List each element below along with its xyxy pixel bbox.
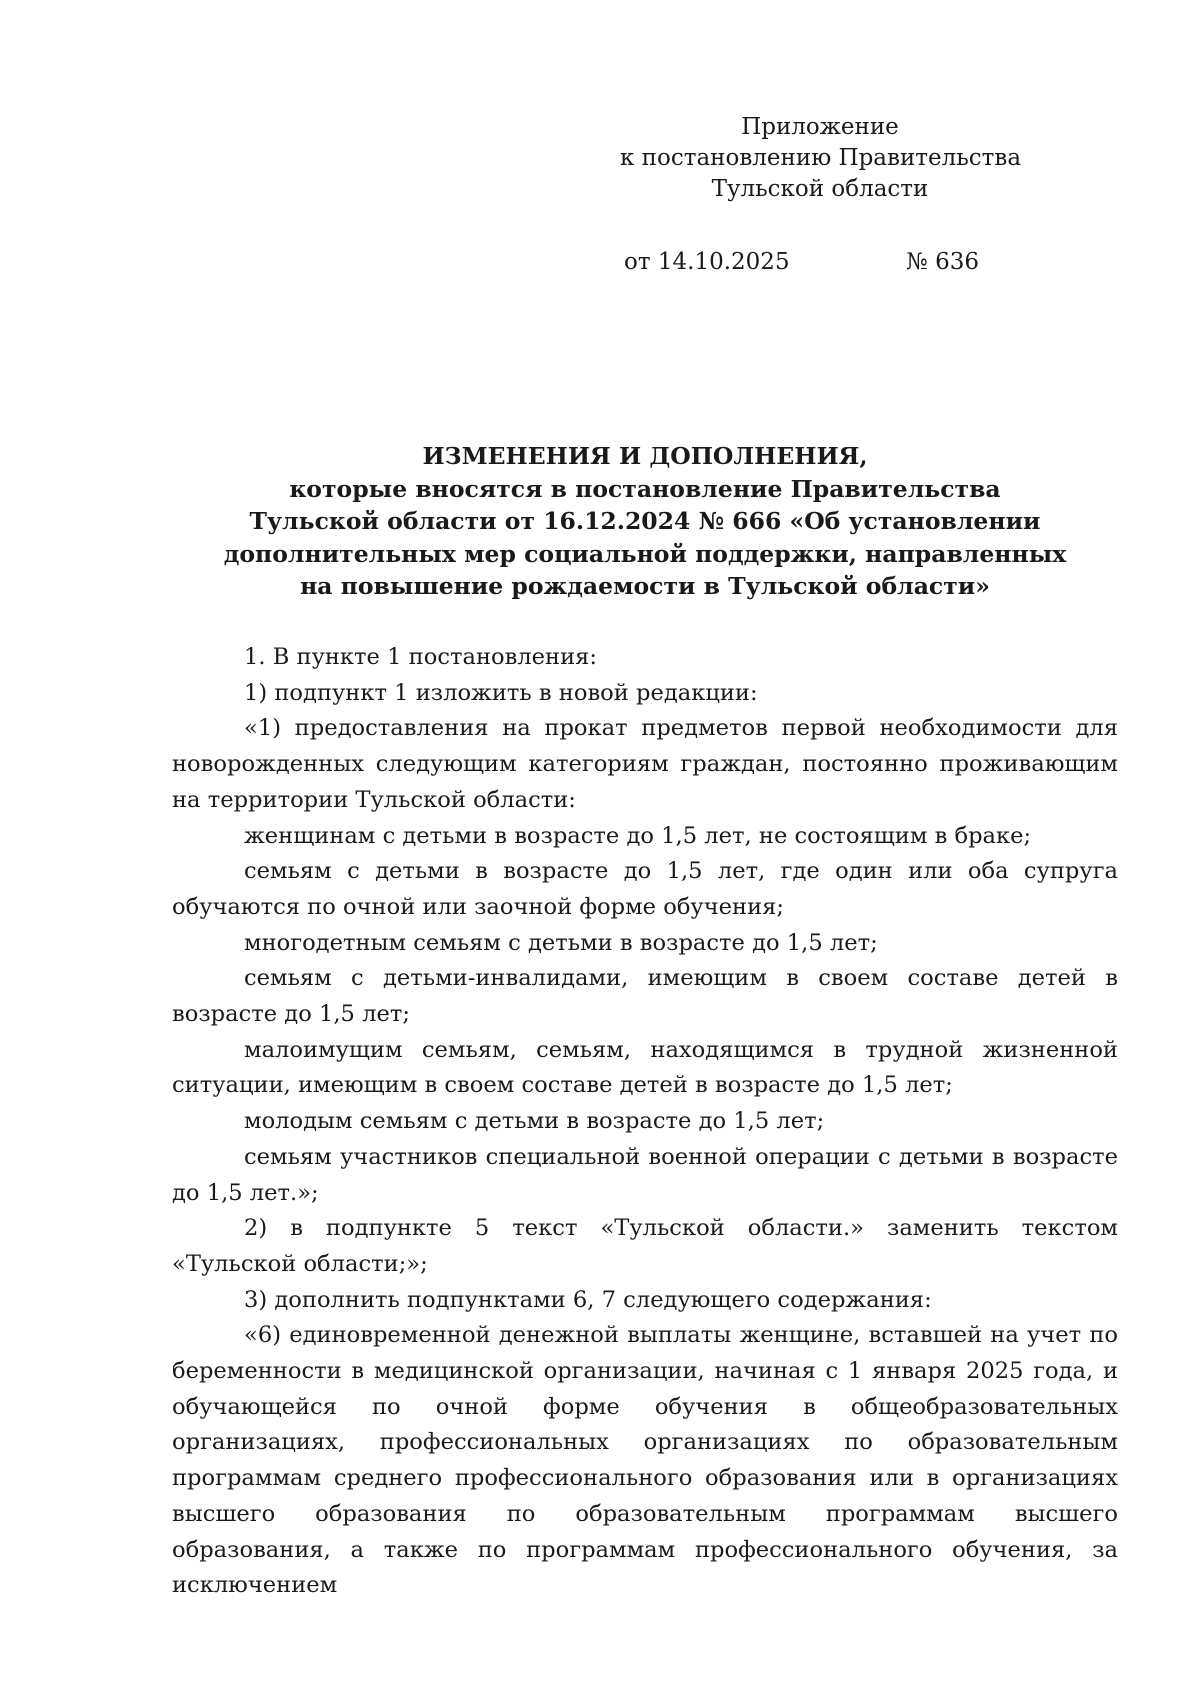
title-line-3: Тульской области от 16.12.2024 № 666 «Об установлении [249, 507, 1041, 535]
document-date: от 14.10.2025 [624, 249, 790, 275]
appendix-title: Приложение [741, 114, 899, 140]
paragraph-9: молодым семьям с детьми в возрасте до 1,5 лет; [244, 1108, 825, 1135]
paragraph-5: семьям с детьми в возрасте до 1,5 лет, где один или оба супруга обучаются по очной или заочной форме обучения; [172, 858, 1118, 920]
paragraph-2: 1) подпункт 1 изложить в новой редакции: [244, 679, 758, 706]
paragraph-12: 3) дополнить подпунктами 6, 7 следующего содержания: [244, 1286, 932, 1313]
document-number: № 636 [906, 249, 979, 275]
paragraph-6: многодетным семьям с детьми в возрасте до 1,5 лет; [244, 929, 878, 956]
paragraph-10: семьям участников специальной военной операции с детьми в возрасте до 1,5 лет.»; [172, 1143, 1118, 1206]
paragraph-7: семьям с детьми-инвалидами, имеющим в своем составе детей в возрасте до 1,5 лет; [172, 965, 1118, 1028]
appendix-block [620, 112, 1020, 205]
title-line-4: дополнительных мер социальной поддержки, направленных [223, 539, 1067, 568]
paragraph-11: 2) в подпункте 5 текст «Тульской области.» заменить текстом «Тульской области;»; [172, 1215, 1118, 1277]
appendix-region: Тульской области [711, 176, 929, 202]
paragraph-1: 1. В пункте 1 постановления: [244, 644, 598, 670]
title-line-2: которые вносятся в постановление Правительства [289, 474, 1001, 503]
paragraph-8: малоимущим семьям, семьям, находящимся в трудной жизненной ситуации, имеющим в своем составе детей в возрасте до 1,5 лет; [172, 1036, 1118, 1099]
title-line-5: на повышение рождаемости в Тульской области» [300, 572, 990, 600]
paragraph-3: «1) предоставления на прокат предметов первой необходимости для новорожденных следующим категориям граждан, постоянно проживающим на территории Тульской области: [172, 715, 1118, 813]
appendix-reference: к постановлению Правительства [620, 145, 1022, 171]
document-title [172, 440, 1118, 603]
paragraph-13: «6) единовременной денежной выплаты женщине, вставшей на учет по беременности в медицинской организации, начиная с 1 января 2025 года, и обучающейся по очной форме обучения в общеобразовательных организациях, профессиональных организациях по образовательным программам среднего профессионального образования или в организациях высшего образования по образовательным программам высшего образования, а также по программам профессионального обучения, за исключением [172, 1322, 1118, 1599]
document-date-number [624, 247, 994, 278]
document-body [172, 640, 1118, 1604]
title-line-1: ИЗМЕНЕНИЯ И ДОПОЛНЕНИЯ, [422, 442, 868, 470]
paragraph-4: женщинам с детьми в возрасте до 1,5 лет, не состоящим в браке; [244, 822, 1032, 849]
